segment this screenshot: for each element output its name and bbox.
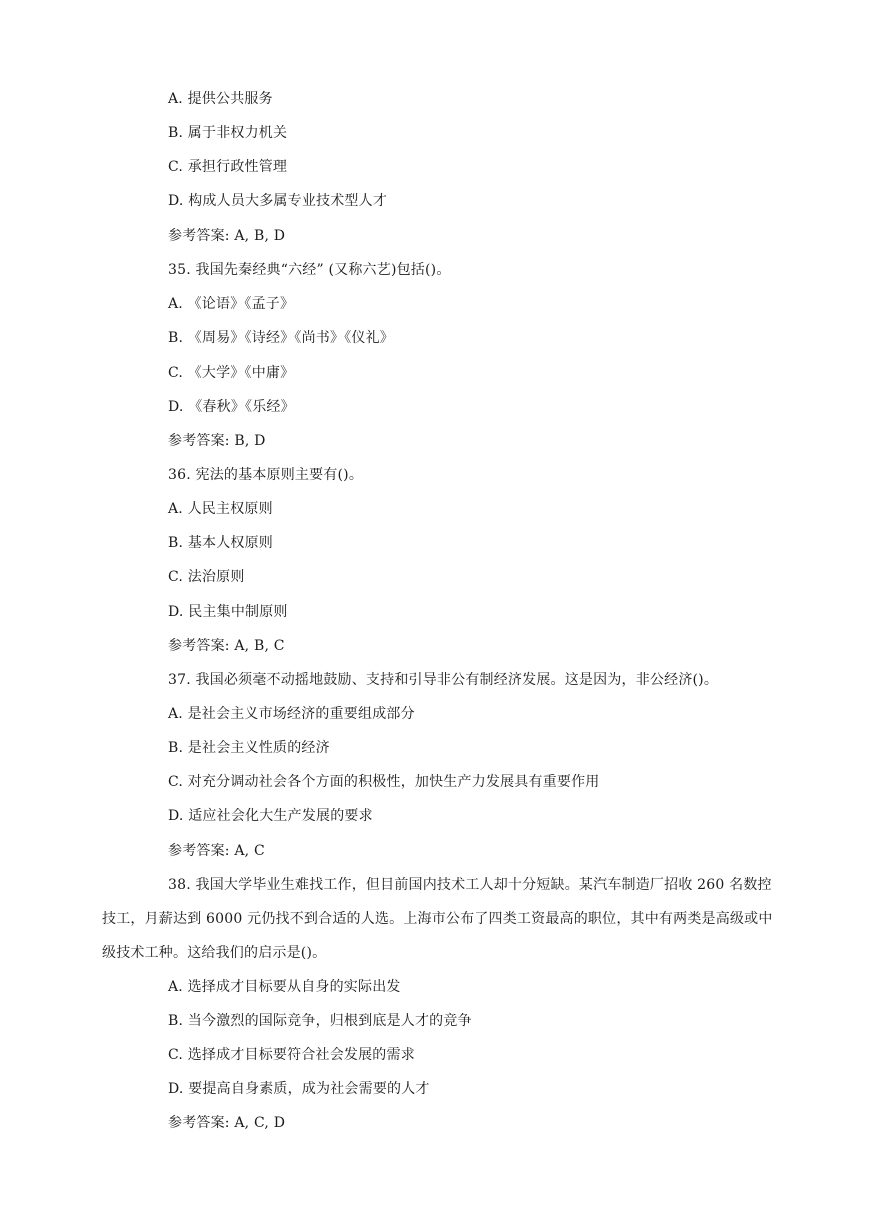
option-36-b: B. 基本人权原则	[168, 535, 273, 551]
option-36-d: D. 民主集中制原则	[168, 604, 288, 620]
option-37-d: D. 适应社会化大生产发展的要求	[168, 808, 373, 824]
option-35-c: C. 《大学》《中庸》	[168, 365, 295, 381]
question-36: 36. 宪法的基本原则主要有()。	[168, 467, 364, 483]
option-38-b: B. 当今激烈的国际竞争，归根到底是人才的竞争	[168, 1013, 472, 1029]
option-b-non-power-organ: B. 属于非权力机关	[168, 125, 288, 141]
option-37-a: A. 是社会主义市场经济的重要组成部分	[168, 706, 415, 722]
answer-34: 参考答案: A, B, D	[168, 228, 286, 244]
option-c-admin-management: C. 承担行政性管理	[168, 159, 288, 175]
answer-35: 参考答案: B, D	[168, 433, 266, 449]
option-35-b: B. 《周易》《诗经》《尚书》《仪礼》	[168, 330, 394, 346]
option-37-c: C. 对充分调动社会各个方面的积极性，加快生产力发展具有重要作用	[168, 774, 600, 790]
option-35-a: A. 《论语》《孟子》	[168, 296, 295, 312]
option-35-d: D. 《春秋》《乐经》	[168, 399, 295, 415]
option-37-b: B. 是社会主义性质的经济	[168, 740, 330, 756]
question-35: 35. 我国先秦经典“六经” (又称六艺)包括()。	[168, 262, 451, 278]
option-38-c: C. 选择成才目标要符合社会发展的需求	[168, 1047, 415, 1063]
option-a-public-service: A. 提供公共服务	[168, 91, 273, 107]
option-d-technical-staff: D. 构成人员大多属专业技术型人才	[168, 193, 388, 209]
answer-38: 参考答案: A, C, D	[168, 1115, 286, 1131]
answer-36: 参考答案: A, B, C	[168, 638, 285, 654]
question-38: 38. 我国大学毕业生难找工作，但目前国内技术工人却十分短缺。某汽车制造厂招收 260 名数控技工，月薪达到 6000 元仍找不到合适的人选。上海市公布了四类工资最高的职位，其中有两类是高级或中级技术工种。这给我们的启示是()。	[102, 877, 773, 961]
option-38-d: D. 要提高自身素质，成为社会需要的人才	[168, 1081, 430, 1097]
option-38-a: A. 选择成才目标要从自身的实际出发	[168, 979, 401, 995]
question-37: 37. 我国必须毫不动摇地鼓励、支持和引导非公有制经济发展。这是因为，非公经济()。	[168, 672, 719, 688]
answer-37: 参考答案: A, C	[168, 843, 265, 859]
option-36-c: C. 法治原则	[168, 569, 245, 585]
option-36-a: A. 人民主权原则	[168, 501, 273, 517]
